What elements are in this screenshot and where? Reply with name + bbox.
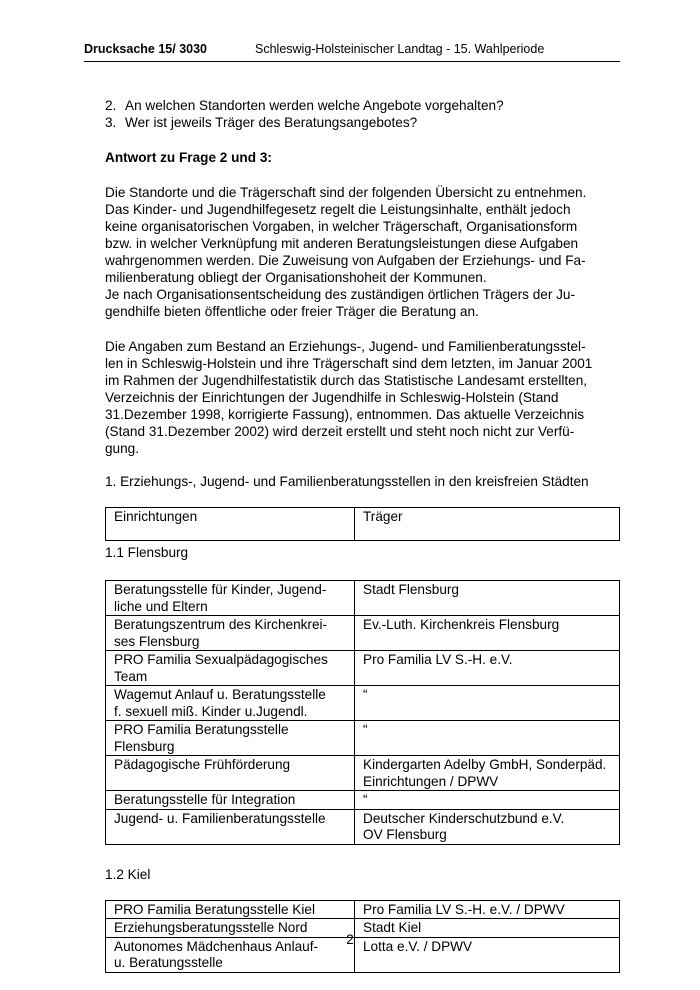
einrichtung-cell bbox=[106, 581, 355, 616]
column-header-traeger: Träger bbox=[355, 508, 620, 541]
text-line: milienberatung obliegt der Organisationshoheit der Kommunen. bbox=[105, 270, 487, 285]
einrichtung-cell bbox=[106, 616, 355, 651]
table-row bbox=[106, 616, 620, 651]
table-row bbox=[106, 900, 620, 919]
cell-line: PRO Familia Beratungsstelle bbox=[114, 722, 289, 737]
text-line: Die Angaben zum Bestand an Erziehungs-, Jugend- und Familienberatungsstel- bbox=[105, 339, 586, 354]
traeger-cell bbox=[355, 651, 620, 686]
question-text: Wer ist jeweils Träger des Beratungsangebotes? bbox=[125, 115, 418, 130]
traeger-cell bbox=[355, 721, 620, 756]
table-header-row bbox=[106, 508, 620, 541]
subsection-heading-flensburg: 1.1 Flensburg bbox=[105, 545, 189, 560]
cell-line: Kindergarten Adelby GmbH, Sonderpäd. bbox=[363, 757, 607, 772]
cell-line: u. Beratungsstelle bbox=[114, 955, 223, 970]
table-row bbox=[106, 721, 620, 756]
cell-line: Stadt Kiel bbox=[363, 920, 422, 935]
einrichtung-cell bbox=[106, 809, 355, 844]
cell-line: f. sexuell miß. Kinder u.Jugendl. bbox=[114, 703, 308, 719]
cell-line: Einrichtungen / DPWV bbox=[363, 773, 499, 789]
page-header bbox=[84, 42, 620, 62]
cell-line: Beratungsstelle für Integration bbox=[114, 792, 296, 807]
cell-line: Beratungszentrum des Kirchenkrei- bbox=[114, 617, 328, 632]
question-item bbox=[105, 97, 620, 114]
flensburg-table bbox=[105, 580, 620, 845]
cell-line: Wagemut Anlauf u. Beratungsstelle bbox=[114, 687, 326, 702]
cell-line: “ bbox=[363, 722, 368, 737]
page-number: 2 bbox=[346, 932, 354, 947]
cell-line: Deutscher Kinderschutzbund e.V. bbox=[363, 810, 565, 826]
text-line: Das Kinder- und Jugendhilfegesetz regelt die Leistungsinhalte, enthält jedoch bbox=[105, 202, 571, 217]
cell-line: “ bbox=[363, 687, 368, 702]
traeger-cell bbox=[355, 581, 620, 616]
text-line: Verzeichnis der Einrichtungen der Jugendhilfe in Schleswig-Holstein (Stand bbox=[105, 390, 559, 405]
cell-line: Autonomes Mädchenhaus Anlauf- bbox=[114, 938, 319, 954]
table-row bbox=[106, 686, 620, 721]
cell-line: Flensburg bbox=[114, 738, 175, 754]
text-line: gung. bbox=[105, 441, 140, 456]
cell-line: Team bbox=[114, 668, 148, 684]
text-line: 31.Dezember 1998, korrigierte Fassung), entnommen. Das aktuelle Verzeichnis bbox=[105, 407, 585, 422]
paragraph-angaben bbox=[105, 338, 620, 457]
cell-line: Stadt Flensburg bbox=[363, 582, 459, 597]
cell-line: Lotta e.V. / DPWV bbox=[363, 938, 473, 954]
table-header bbox=[105, 507, 620, 541]
cell-line: liche und Eltern bbox=[114, 598, 208, 614]
text-line: gendhilfe bieten öffentliche oder freier Träger die Beratung an. bbox=[105, 304, 479, 319]
einrichtung-cell bbox=[106, 900, 355, 919]
cell-line: Jugend- u. Familienberatungsstelle bbox=[114, 810, 326, 826]
document-body bbox=[105, 97, 620, 973]
table-row bbox=[106, 581, 620, 616]
table-row bbox=[106, 791, 620, 810]
text-line: len in Schleswig-Holstein und ihre Trägerschaft sind dem letzten, im Januar 2001 bbox=[105, 356, 593, 371]
traeger-cell bbox=[355, 900, 620, 919]
text-line: Je nach Organisationsentscheidung des zuständigen örtlichen Trägers der Ju- bbox=[105, 287, 576, 302]
text-line: (Stand 31.Dezember 2002) wird derzeit erstellt und steht noch nicht zur Verfü- bbox=[105, 424, 575, 439]
einrichtung-cell bbox=[106, 686, 355, 721]
question-item bbox=[105, 114, 620, 131]
text-line: im Rahmen der Jugendhilfestatistik durch das Statistische Landesamt erstellten, bbox=[105, 373, 588, 388]
cell-line: Pro Familia LV S.-H. e.V. bbox=[363, 652, 513, 667]
traeger-cell bbox=[355, 686, 620, 721]
table-row bbox=[106, 809, 620, 844]
einrichtung-cell bbox=[106, 651, 355, 686]
document-number: Drucksache 15/ 3030 bbox=[84, 42, 208, 56]
cell-line: Ev.-Luth. Kirchenkreis Flensburg bbox=[363, 617, 560, 632]
question-number: 3. bbox=[105, 115, 117, 130]
question-list bbox=[105, 97, 620, 131]
parliament-title: Schleswig-Holsteinischer Landtag - 15. Wahlperiode bbox=[255, 42, 545, 56]
question-text: An welchen Standorten werden welche Angebote vorgehalten? bbox=[125, 98, 504, 113]
einrichtung-cell bbox=[106, 756, 355, 791]
question-number: 2. bbox=[105, 98, 117, 113]
column-header-einrichtungen: Einrichtungen bbox=[106, 508, 355, 541]
text-line: bzw. in welcher Verknüpfung mit anderen Beratungsleistungen diese Aufgaben bbox=[105, 236, 579, 251]
text-line: Die Standorte und die Trägerschaft sind der folgenden Übersicht zu entnehmen. bbox=[105, 185, 587, 200]
traeger-cell bbox=[355, 791, 620, 810]
subsection-heading-kiel: 1.2 Kiel bbox=[105, 866, 151, 882]
traeger-cell bbox=[355, 616, 620, 651]
cell-line: OV Flensburg bbox=[363, 827, 447, 842]
paragraph-standorte bbox=[105, 184, 620, 320]
cell-line: Erziehungsberatungsstelle Nord bbox=[114, 920, 308, 935]
text-line: wahrgenommen werden. Die Zuweisung von Aufgaben der Erziehungs- und Fa- bbox=[105, 253, 586, 268]
answer-heading: Antwort zu Frage 2 und 3: bbox=[105, 150, 272, 165]
cell-line: PRO Familia Beratungsstelle Kiel bbox=[114, 901, 315, 917]
table-row bbox=[106, 756, 620, 791]
table-row bbox=[106, 651, 620, 686]
text-line: keine organisatorischen Vorgaben, in welcher Trägerschaft, Organisationsform bbox=[105, 219, 578, 234]
einrichtung-cell bbox=[106, 791, 355, 810]
einrichtung-cell bbox=[106, 721, 355, 756]
traeger-cell bbox=[355, 756, 620, 791]
section-heading: 1. Erziehungs-, Jugend- und Familienberatungsstellen in den kreisfreien Städten bbox=[105, 474, 589, 489]
cell-line: Pro Familia LV S.-H. e.V. / DPWV bbox=[363, 901, 565, 917]
cell-line: ses Flensburg bbox=[114, 633, 200, 649]
cell-line: Pädagogische Frühförderung bbox=[114, 757, 291, 772]
cell-line: PRO Familia Sexualpädagogisches bbox=[114, 652, 328, 667]
cell-line: “ bbox=[363, 792, 368, 807]
cell-line: Beratungsstelle für Kinder, Jugend- bbox=[114, 582, 327, 597]
traeger-cell bbox=[355, 809, 620, 844]
